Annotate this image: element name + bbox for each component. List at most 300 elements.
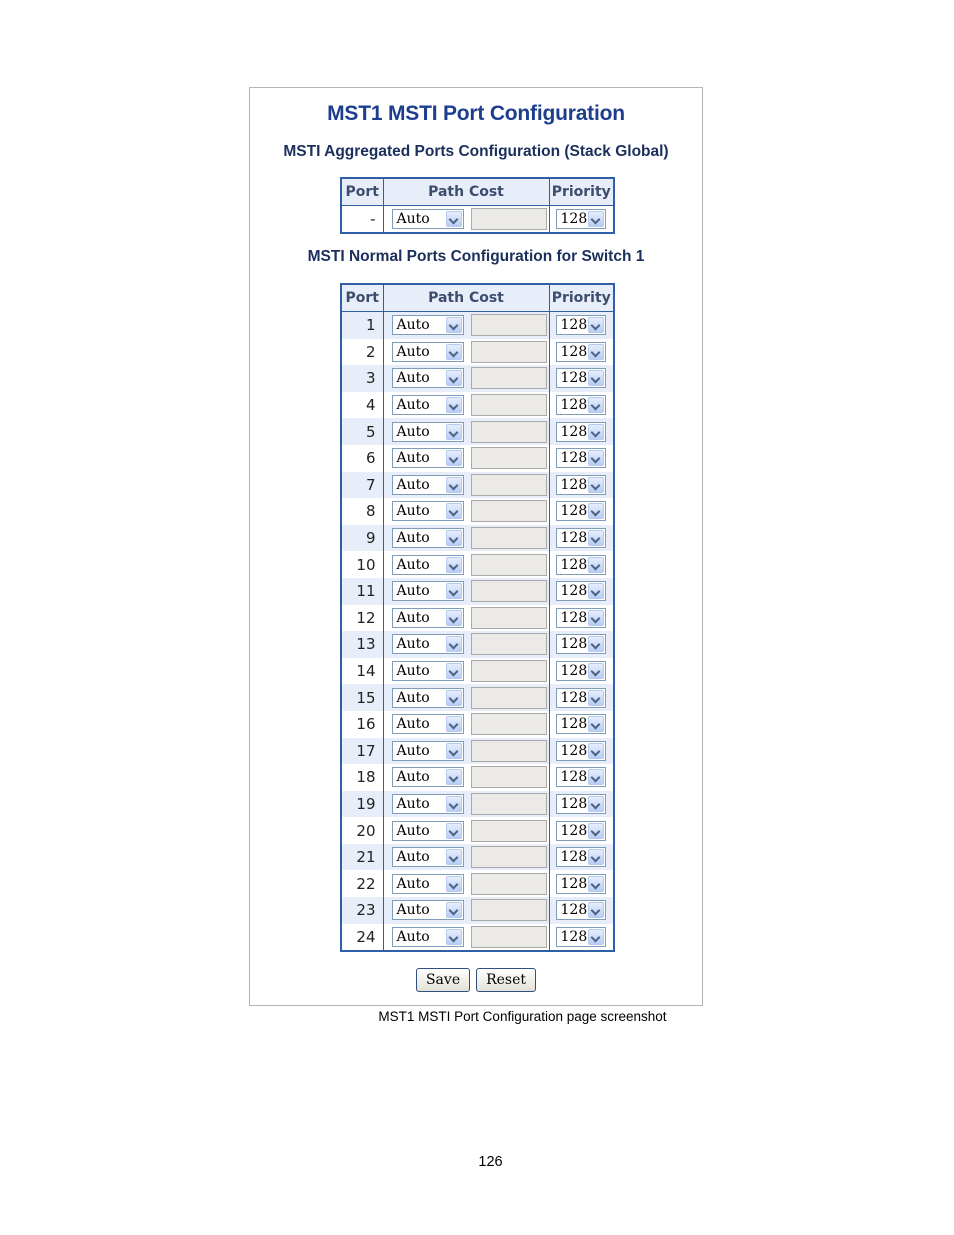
port-number: - <box>341 206 383 234</box>
path-cost-mode-value: Auto <box>396 769 430 786</box>
path-cost-value-cell <box>466 392 549 419</box>
priority-value: 128 <box>560 769 588 786</box>
path-cost-input[interactable] <box>471 500 547 522</box>
chevron-down-icon[interactable] <box>588 477 604 493</box>
path-cost-mode-select[interactable] <box>392 368 464 388</box>
priority-cell <box>549 445 614 472</box>
chevron-down-icon[interactable] <box>446 424 462 440</box>
path-cost-mode-value: Auto <box>396 343 430 360</box>
priority-value: 128 <box>560 902 588 919</box>
priority-cell <box>549 817 614 844</box>
path-cost-value-cell <box>466 897 549 924</box>
path-cost-value-cell <box>466 924 549 952</box>
priority-value: 128 <box>560 928 588 945</box>
chevron-down-icon[interactable] <box>446 929 462 945</box>
port-number: 7 <box>341 472 383 499</box>
chevron-down-icon[interactable] <box>446 397 462 413</box>
table-row <box>341 684 614 711</box>
path-cost-mode-select[interactable] <box>392 900 464 920</box>
chevron-down-icon[interactable] <box>588 211 604 227</box>
chevron-down-icon[interactable] <box>588 716 604 732</box>
path-cost-mode-select[interactable] <box>392 688 464 708</box>
table-row <box>341 870 614 897</box>
path-cost-mode-select[interactable] <box>392 634 464 654</box>
priority-value: 128 <box>560 663 588 680</box>
path-cost-mode-cell <box>383 418 466 445</box>
header-priority: Priority <box>549 178 614 206</box>
chevron-down-icon[interactable] <box>446 583 462 599</box>
priority-cell <box>549 525 614 552</box>
port-number: 9 <box>341 525 383 552</box>
chevron-down-icon[interactable] <box>446 344 462 360</box>
chevron-down-icon[interactable] <box>446 636 462 652</box>
priority-select[interactable] <box>556 821 606 841</box>
port-number: 5 <box>341 418 383 445</box>
priority-value: 128 <box>560 450 588 467</box>
priority-select[interactable] <box>556 342 606 362</box>
path-cost-input[interactable] <box>471 899 547 921</box>
path-cost-mode-value: Auto <box>396 503 430 520</box>
priority-value: 128 <box>560 211 588 227</box>
path-cost-mode-value: Auto <box>396 716 430 733</box>
path-cost-mode-value: Auto <box>396 370 430 387</box>
priority-cell <box>549 711 614 738</box>
priority-cell <box>549 472 614 499</box>
priority-cell <box>549 578 614 605</box>
path-cost-mode-select[interactable] <box>392 874 464 894</box>
path-cost-value-cell <box>466 498 549 525</box>
path-cost-value-cell <box>466 578 549 605</box>
chevron-down-icon[interactable] <box>588 370 604 386</box>
path-cost-mode-cell <box>383 791 466 818</box>
path-cost-mode-cell <box>383 817 466 844</box>
path-cost-input[interactable] <box>471 580 547 602</box>
normal-section-title: MSTI Normal Ports Configuration for Switch 1 <box>307 248 645 265</box>
path-cost-mode-select[interactable] <box>392 395 464 415</box>
chevron-down-icon[interactable] <box>446 211 462 227</box>
priority-value: 128 <box>560 397 588 414</box>
path-cost-value-cell <box>466 870 549 897</box>
priority-select[interactable] <box>556 741 606 761</box>
priority-select[interactable] <box>556 501 606 521</box>
path-cost-value-cell <box>466 738 549 765</box>
path-cost-mode-cell <box>383 472 466 499</box>
priority-value: 128 <box>560 875 588 892</box>
path-cost-mode-select[interactable] <box>392 422 464 442</box>
table-row <box>341 365 614 392</box>
chevron-down-icon[interactable] <box>588 743 604 759</box>
priority-select[interactable] <box>556 688 606 708</box>
table-row <box>341 791 614 818</box>
priority-select[interactable] <box>556 209 606 229</box>
priority-value: 128 <box>560 609 588 626</box>
chevron-down-icon[interactable] <box>446 663 462 679</box>
port-number: 10 <box>341 551 383 578</box>
path-cost-mode-value: Auto <box>396 556 430 573</box>
path-cost-value-cell <box>466 445 549 472</box>
priority-select[interactable] <box>556 368 606 388</box>
path-cost-mode-cell <box>383 392 466 419</box>
priority-select[interactable] <box>556 422 606 442</box>
path-cost-value-cell <box>466 418 549 445</box>
path-cost-input[interactable] <box>471 554 547 576</box>
chevron-down-icon[interactable] <box>446 610 462 626</box>
path-cost-input[interactable] <box>471 607 547 629</box>
priority-cell <box>549 418 614 445</box>
chevron-down-icon[interactable] <box>588 690 604 706</box>
path-cost-mode-value: Auto <box>396 663 430 680</box>
path-cost-mode-value: Auto <box>396 928 430 945</box>
path-cost-value-cell <box>466 817 549 844</box>
path-cost-mode-value: Auto <box>396 476 430 493</box>
path-cost-mode-value: Auto <box>396 530 430 547</box>
path-cost-mode-select[interactable] <box>392 315 464 335</box>
path-cost-mode-select[interactable] <box>392 342 464 362</box>
chevron-down-icon[interactable] <box>588 424 604 440</box>
path-cost-input[interactable] <box>471 314 547 336</box>
path-cost-mode-cell <box>383 658 466 685</box>
page-number: 126 <box>478 1154 503 1170</box>
path-cost-value-cell <box>466 684 549 711</box>
priority-value: 128 <box>560 822 588 839</box>
aggregated-ports-table <box>340 177 615 234</box>
chevron-down-icon[interactable] <box>446 876 462 892</box>
chevron-down-icon[interactable] <box>588 583 604 599</box>
port-number: 1 <box>341 312 383 339</box>
header-priority: Priority <box>549 284 614 312</box>
path-cost-input[interactable] <box>471 367 547 389</box>
path-cost-input[interactable] <box>471 687 547 709</box>
priority-value: 128 <box>560 530 588 547</box>
chevron-down-icon[interactable] <box>588 902 604 918</box>
path-cost-input[interactable] <box>471 394 547 416</box>
chevron-down-icon[interactable] <box>588 397 604 413</box>
table-row <box>341 578 614 605</box>
path-cost-value-cell <box>466 658 549 685</box>
priority-cell <box>549 605 614 632</box>
path-cost-input[interactable] <box>471 474 547 496</box>
chevron-down-icon[interactable] <box>588 823 604 839</box>
path-cost-value-cell <box>466 764 549 791</box>
chevron-down-icon[interactable] <box>588 929 604 945</box>
chevron-down-icon[interactable] <box>588 557 604 573</box>
path-cost-mode-cell <box>383 206 466 234</box>
table-row <box>341 844 614 871</box>
chevron-down-icon[interactable] <box>588 876 604 892</box>
button-row <box>250 968 702 992</box>
chevron-down-icon[interactable] <box>588 849 604 865</box>
priority-select[interactable] <box>556 528 606 548</box>
priority-select[interactable] <box>556 448 606 468</box>
priority-select[interactable] <box>556 608 606 628</box>
chevron-down-icon[interactable] <box>588 530 604 546</box>
path-cost-mode-select[interactable] <box>392 821 464 841</box>
priority-cell <box>549 206 614 234</box>
port-number: 2 <box>341 339 383 366</box>
chevron-down-icon[interactable] <box>446 716 462 732</box>
path-cost-mode-value: Auto <box>396 583 430 600</box>
priority-value: 128 <box>560 476 588 493</box>
path-cost-mode-cell <box>383 738 466 765</box>
path-cost-mode-value: Auto <box>396 211 430 227</box>
path-cost-input[interactable] <box>471 713 547 735</box>
path-cost-mode-cell <box>383 631 466 658</box>
path-cost-mode-value: Auto <box>396 397 430 414</box>
priority-value: 128 <box>560 849 588 866</box>
path-cost-input[interactable] <box>471 873 547 895</box>
table-row <box>341 445 614 472</box>
header-path-cost: Path Cost <box>383 284 549 312</box>
path-cost-mode-select[interactable] <box>392 475 464 495</box>
priority-cell <box>549 870 614 897</box>
path-cost-input[interactable] <box>471 421 547 443</box>
priority-value: 128 <box>560 689 588 706</box>
priority-value: 128 <box>560 556 588 573</box>
figure-caption: MST1 MSTI Port Configuration page screenshot <box>378 1009 667 1024</box>
path-cost-value-cell <box>466 791 549 818</box>
port-number: 19 <box>341 791 383 818</box>
path-cost-mode-cell <box>383 844 466 871</box>
path-cost-mode-select[interactable] <box>392 714 464 734</box>
port-number: 17 <box>341 738 383 765</box>
path-cost-value-cell <box>466 844 549 871</box>
table-header-row <box>341 284 614 312</box>
table-row <box>341 817 614 844</box>
path-cost-mode-select[interactable] <box>392 555 464 575</box>
chevron-down-icon[interactable] <box>446 823 462 839</box>
path-cost-input[interactable] <box>471 341 547 363</box>
chevron-down-icon[interactable] <box>588 610 604 626</box>
path-cost-mode-value: Auto <box>396 689 430 706</box>
path-cost-value-cell <box>466 312 549 339</box>
priority-cell <box>549 551 614 578</box>
path-cost-value-cell <box>466 525 549 552</box>
path-cost-value-cell <box>466 206 549 234</box>
chevron-down-icon[interactable] <box>446 317 462 333</box>
path-cost-mode-cell <box>383 551 466 578</box>
priority-select[interactable] <box>556 475 606 495</box>
chevron-down-icon[interactable] <box>446 557 462 573</box>
priority-select[interactable] <box>556 900 606 920</box>
chevron-down-icon[interactable] <box>588 317 604 333</box>
priority-value: 128 <box>560 317 588 334</box>
port-number: 4 <box>341 392 383 419</box>
chevron-down-icon[interactable] <box>588 344 604 360</box>
priority-cell <box>549 312 614 339</box>
chevron-down-icon[interactable] <box>446 743 462 759</box>
priority-cell <box>549 738 614 765</box>
path-cost-mode-cell <box>383 578 466 605</box>
path-cost-value-cell <box>466 605 549 632</box>
path-cost-mode-cell <box>383 312 466 339</box>
path-cost-mode-value: Auto <box>396 609 430 626</box>
priority-select[interactable] <box>556 581 606 601</box>
path-cost-mode-cell <box>383 870 466 897</box>
path-cost-input[interactable] <box>471 208 547 230</box>
path-cost-mode-select[interactable] <box>392 767 464 787</box>
port-number: 3 <box>341 365 383 392</box>
page-title: MST1 MSTI Port Configuration <box>327 102 625 125</box>
path-cost-mode-select[interactable] <box>392 209 464 229</box>
path-cost-input[interactable] <box>471 926 547 948</box>
chevron-down-icon[interactable] <box>588 796 604 812</box>
priority-value: 128 <box>560 742 588 759</box>
table-row <box>341 312 614 339</box>
path-cost-mode-value: Auto <box>396 795 430 812</box>
path-cost-mode-select[interactable] <box>392 528 464 548</box>
path-cost-value-cell <box>466 365 549 392</box>
port-number: 16 <box>341 711 383 738</box>
chevron-down-icon[interactable] <box>588 503 604 519</box>
table-row <box>341 605 614 632</box>
chevron-down-icon[interactable] <box>446 796 462 812</box>
port-number: 15 <box>341 684 383 711</box>
priority-select[interactable] <box>556 927 606 947</box>
path-cost-input[interactable] <box>471 447 547 469</box>
priority-cell <box>549 392 614 419</box>
port-number: 6 <box>341 445 383 472</box>
path-cost-input[interactable] <box>471 793 547 815</box>
path-cost-input[interactable] <box>471 633 547 655</box>
priority-cell <box>549 764 614 791</box>
table-row <box>341 418 614 445</box>
header-port: Port <box>341 284 383 312</box>
path-cost-mode-value: Auto <box>396 849 430 866</box>
chevron-down-icon[interactable] <box>446 477 462 493</box>
chevron-down-icon[interactable] <box>588 636 604 652</box>
save-button[interactable]: Save <box>416 968 470 992</box>
path-cost-input[interactable] <box>471 740 547 762</box>
path-cost-mode-select[interactable] <box>392 847 464 867</box>
table-row <box>341 764 614 791</box>
chevron-down-icon[interactable] <box>446 690 462 706</box>
path-cost-value-cell <box>466 339 549 366</box>
chevron-down-icon[interactable] <box>446 450 462 466</box>
path-cost-value-cell <box>466 551 549 578</box>
path-cost-mode-select[interactable] <box>392 608 464 628</box>
path-cost-mode-value: Auto <box>396 636 430 653</box>
table-row <box>341 551 614 578</box>
table-row <box>341 339 614 366</box>
priority-select[interactable] <box>556 847 606 867</box>
priority-cell <box>549 684 614 711</box>
table-row <box>341 897 614 924</box>
priority-select[interactable] <box>556 767 606 787</box>
priority-select[interactable] <box>556 395 606 415</box>
table-row <box>341 525 614 552</box>
priority-cell <box>549 791 614 818</box>
priority-value: 128 <box>560 583 588 600</box>
port-number: 13 <box>341 631 383 658</box>
priority-cell <box>549 339 614 366</box>
aggregated-section-title: MSTI Aggregated Ports Configuration (Stack Global) <box>283 143 669 160</box>
path-cost-mode-value: Auto <box>396 423 430 440</box>
path-cost-mode-value: Auto <box>396 317 430 334</box>
path-cost-mode-select[interactable] <box>392 501 464 521</box>
normal-ports-table <box>340 283 615 952</box>
priority-select[interactable] <box>556 714 606 734</box>
priority-value: 128 <box>560 636 588 653</box>
path-cost-mode-value: Auto <box>396 902 430 919</box>
path-cost-mode-select[interactable] <box>392 661 464 681</box>
path-cost-mode-cell <box>383 711 466 738</box>
table-row <box>341 738 614 765</box>
table-row <box>341 658 614 685</box>
path-cost-mode-select[interactable] <box>392 581 464 601</box>
path-cost-mode-select[interactable] <box>392 741 464 761</box>
path-cost-mode-value: Auto <box>396 742 430 759</box>
header-port: Port <box>341 178 383 206</box>
path-cost-mode-select[interactable] <box>392 927 464 947</box>
chevron-down-icon[interactable] <box>446 769 462 785</box>
port-number: 12 <box>341 605 383 632</box>
priority-cell <box>549 498 614 525</box>
table-header-row <box>341 178 614 206</box>
chevron-down-icon[interactable] <box>588 663 604 679</box>
path-cost-input[interactable] <box>471 527 547 549</box>
table-row <box>341 631 614 658</box>
path-cost-value-cell <box>466 631 549 658</box>
path-cost-input[interactable] <box>471 846 547 868</box>
chevron-down-icon[interactable] <box>446 503 462 519</box>
chevron-down-icon[interactable] <box>588 450 604 466</box>
chevron-down-icon[interactable] <box>446 849 462 865</box>
priority-cell <box>549 631 614 658</box>
chevron-down-icon[interactable] <box>446 370 462 386</box>
priority-value: 128 <box>560 370 588 387</box>
table-row <box>341 206 614 234</box>
priority-value: 128 <box>560 716 588 733</box>
header-path-cost: Path Cost <box>383 178 549 206</box>
chevron-down-icon[interactable] <box>446 530 462 546</box>
port-number: 14 <box>341 658 383 685</box>
chevron-down-icon[interactable] <box>588 769 604 785</box>
path-cost-mode-cell <box>383 498 466 525</box>
port-number: 23 <box>341 897 383 924</box>
path-cost-mode-cell <box>383 684 466 711</box>
table-row <box>341 924 614 952</box>
path-cost-mode-value: Auto <box>396 822 430 839</box>
path-cost-mode-select[interactable] <box>392 448 464 468</box>
path-cost-mode-value: Auto <box>396 450 430 467</box>
path-cost-value-cell <box>466 472 549 499</box>
port-number: 21 <box>341 844 383 871</box>
priority-select[interactable] <box>556 555 606 575</box>
path-cost-input[interactable] <box>471 660 547 682</box>
priority-select[interactable] <box>556 794 606 814</box>
priority-value: 128 <box>560 503 588 520</box>
priority-select[interactable] <box>556 634 606 654</box>
priority-select[interactable] <box>556 661 606 681</box>
reset-button[interactable]: Reset <box>476 968 536 992</box>
chevron-down-icon[interactable] <box>446 902 462 918</box>
priority-cell <box>549 365 614 392</box>
port-number: 22 <box>341 870 383 897</box>
priority-cell <box>549 897 614 924</box>
path-cost-input[interactable] <box>471 820 547 842</box>
path-cost-mode-cell <box>383 897 466 924</box>
path-cost-mode-select[interactable] <box>392 794 464 814</box>
priority-cell <box>549 658 614 685</box>
priority-select[interactable] <box>556 315 606 335</box>
port-number: 18 <box>341 764 383 791</box>
priority-select[interactable] <box>556 874 606 894</box>
path-cost-mode-cell <box>383 605 466 632</box>
port-number: 20 <box>341 817 383 844</box>
table-row <box>341 711 614 738</box>
screenshot-frame <box>249 87 703 1006</box>
path-cost-input[interactable] <box>471 766 547 788</box>
